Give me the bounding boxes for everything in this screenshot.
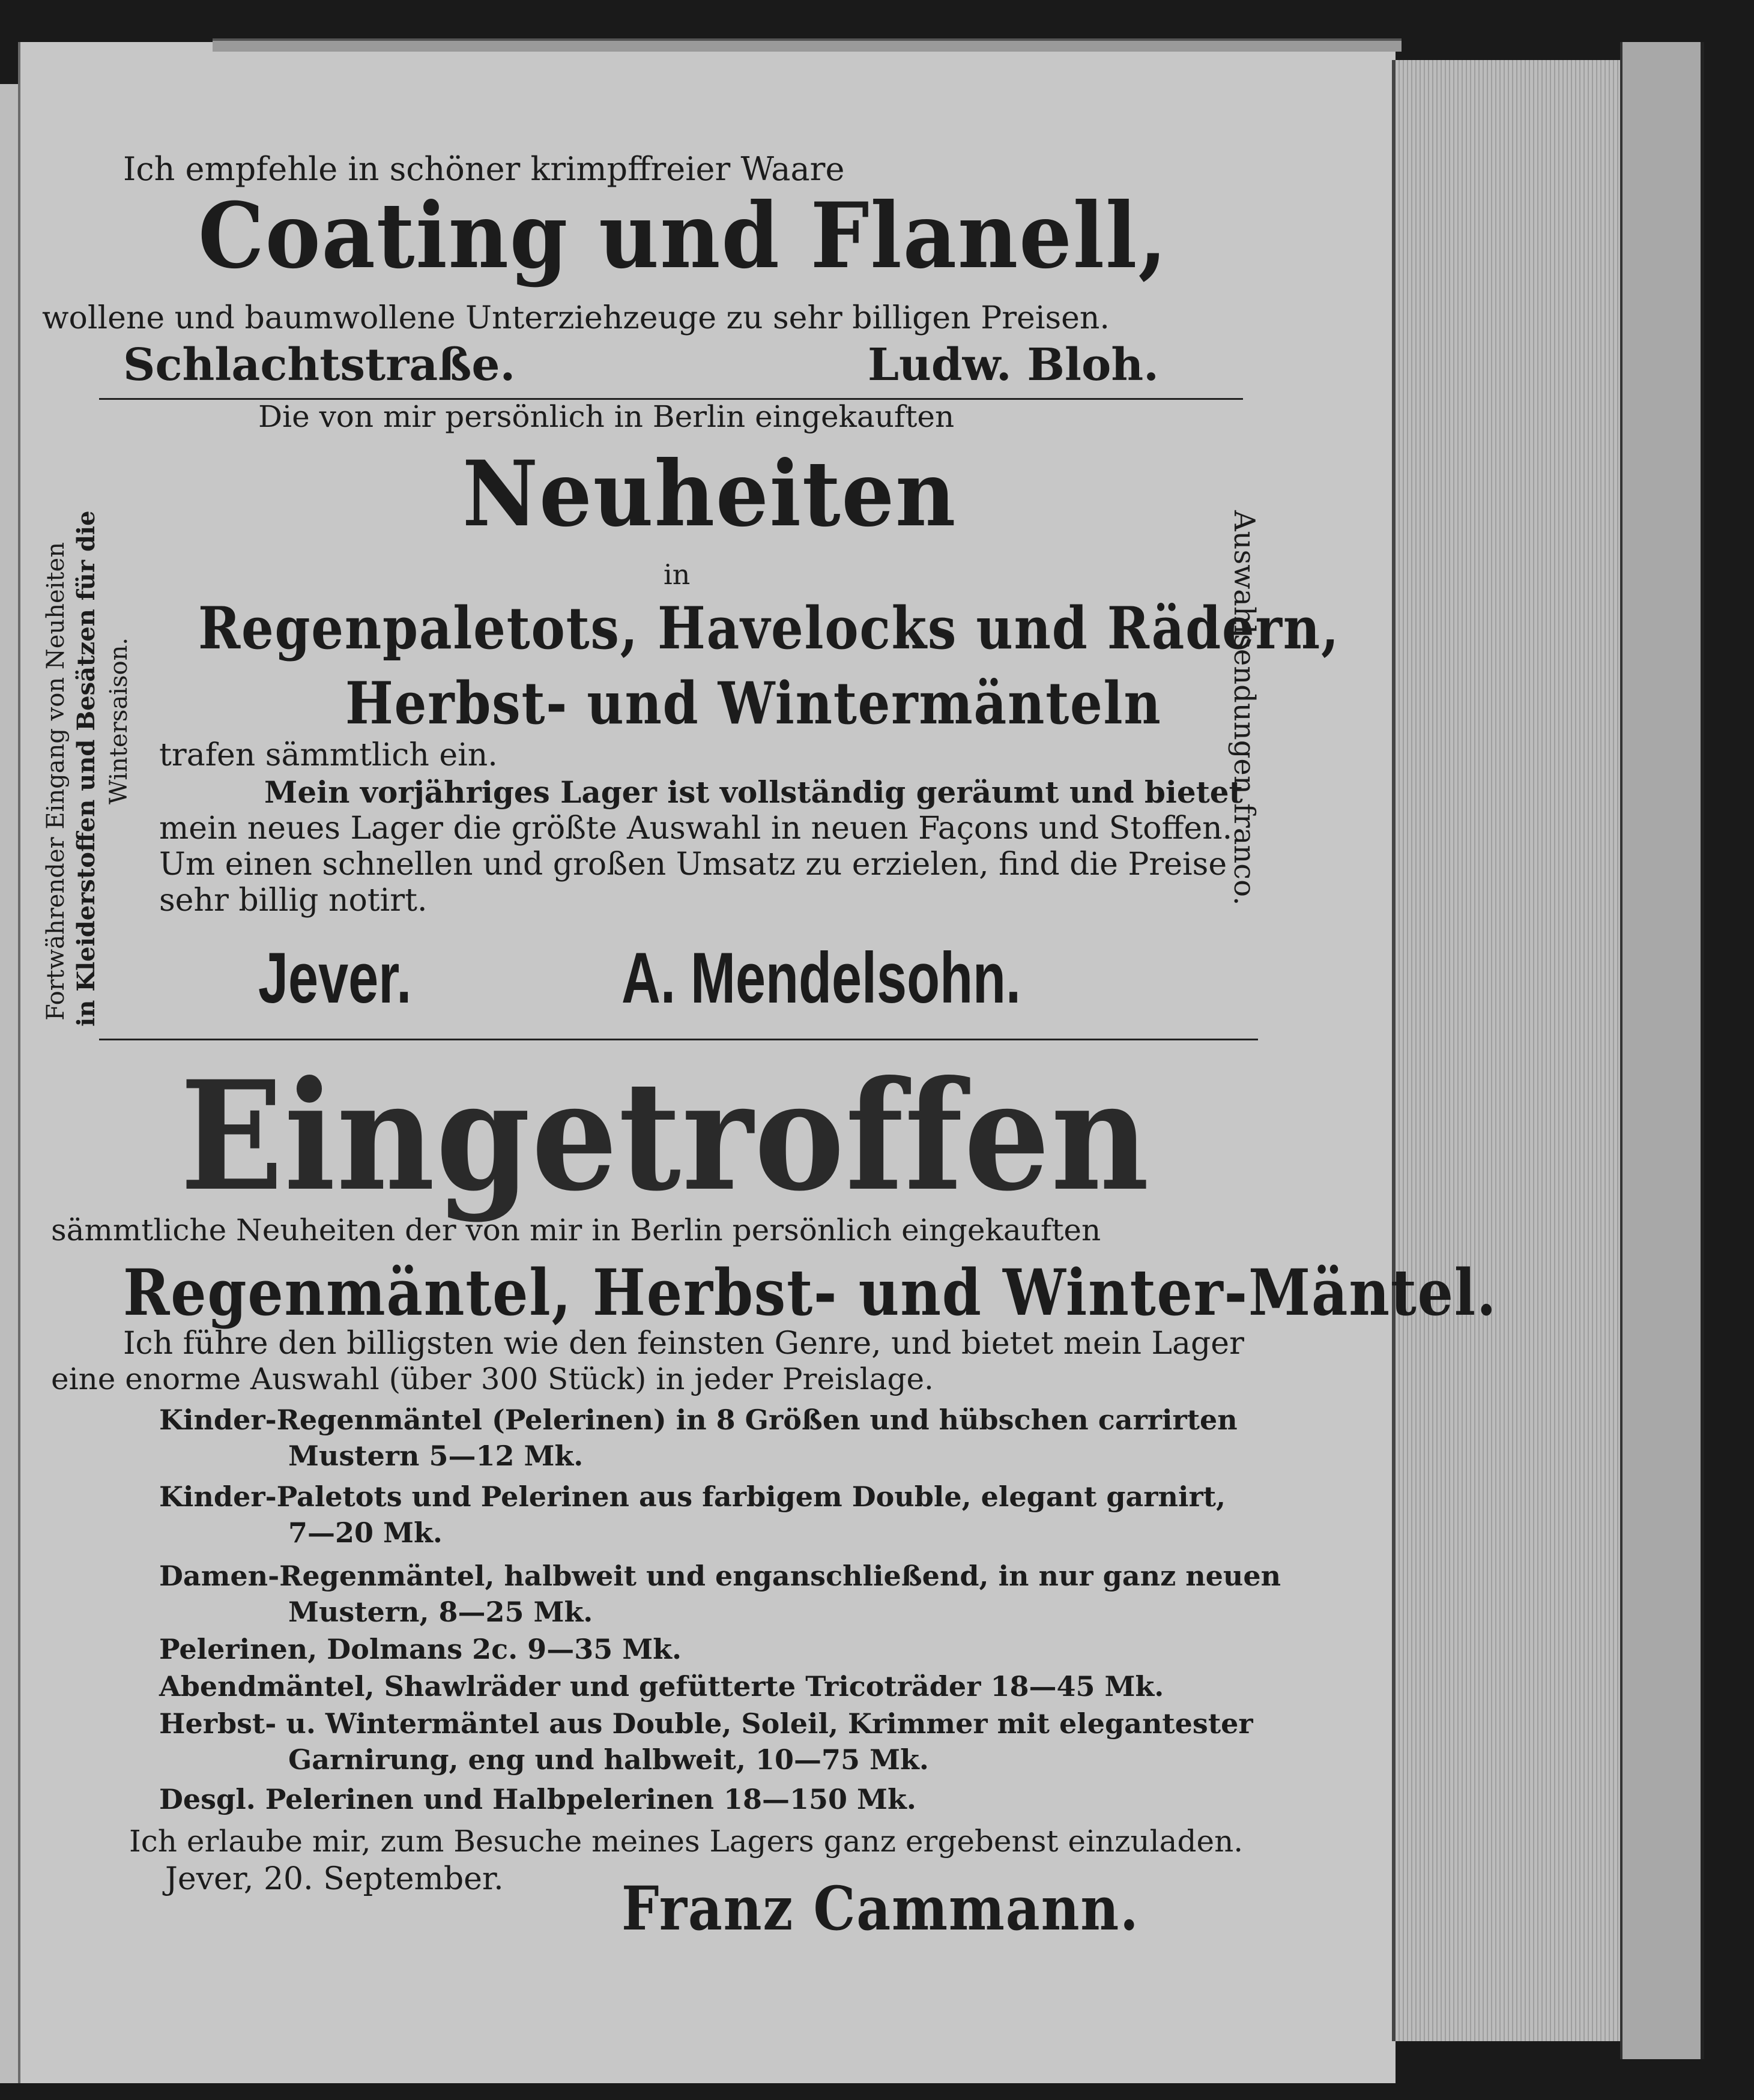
- ad2-body3: Um einen schnellen und großen Umsatz zu erzielen, find die Preise: [159, 846, 1227, 883]
- ad1-intro: Ich empfehle in schöner krimpffreier Waare: [123, 150, 845, 188]
- ad2-side-left-3: Wintersaison.: [105, 637, 133, 804]
- ad2-intro: Die von mir persönlich in Berlin eingekauften: [258, 399, 955, 434]
- ad2-in: in: [664, 558, 691, 591]
- ad3-item7: Desgl. Pelerinen und Halbpelerinen 18—150 Mk.: [159, 1783, 916, 1815]
- ad3-item6b: Garnirung, eng und halbweit, 10—75 Mk.: [288, 1743, 929, 1776]
- ad2-place: Jever.: [258, 938, 412, 1018]
- ad3-item2b: 7—20 Mk.: [288, 1516, 443, 1549]
- ad3-dateline: Jever, 20. September.: [165, 1861, 504, 1897]
- ad3-item4: Pelerinen, Dolmans 2c. 9—35 Mk.: [159, 1633, 682, 1665]
- ad3-body2: eine enorme Auswahl (über 300 Stück) in jeder Preislage.: [51, 1362, 934, 1396]
- ad3-item3b: Mustern, 8—25 Mk.: [288, 1596, 593, 1628]
- ad3-closing: Ich erlaube mir, zum Besuche meines Lagers ganz ergebenst einzuladen.: [129, 1824, 1244, 1859]
- ad2-side-left-2: in Kleiderstoffen und Besätzen für die: [72, 510, 100, 1027]
- ad3-item1a: Kinder-Regenmäntel (Pelerinen) in 8 Größen und hübschen carrirten: [159, 1404, 1238, 1436]
- ad3-item2a: Kinder-Paletots und Pelerinen aus farbigem Double, elegant garnirt,: [159, 1480, 1226, 1513]
- ad2-body4: sehr billig notirt.: [159, 883, 428, 919]
- ad2-side-left-1: Fortwährender Eingang von Neuheiten: [42, 542, 70, 1021]
- ad3-item6a: Herbst- u. Wintermäntel aus Double, Soleil, Krimmer mit elegantester: [159, 1707, 1253, 1740]
- ad2-line2: Herbst- und Wintermänteln: [345, 669, 1162, 737]
- ad3-item5: Abendmäntel, Shawlräder und gefütterte Tricoträder 18—45 Mk.: [159, 1670, 1164, 1703]
- ad1-merchant: Ludw. Bloh.: [868, 339, 1159, 391]
- ad3-line1: Regenmäntel, Herbst- und Winter-Mäntel.: [123, 1255, 1498, 1330]
- ad3-headline: Eingetroffen: [180, 1048, 1151, 1224]
- ad2-body1: Mein vorjähriges Lager ist vollständig geräumt und bietet: [264, 774, 1243, 810]
- ad3-item1b: Mustern 5—12 Mk.: [288, 1440, 584, 1472]
- ad1-subline: wollene und baumwollene Unterziehzeuge zu sehr billigen Preisen.: [42, 300, 1110, 336]
- ad3-item3a: Damen-Regenmäntel, halbweit und enganschließend, in nur ganz neuen: [159, 1560, 1281, 1592]
- ad3-merchant: Franz Cammann.: [621, 1873, 1140, 1944]
- ad1-street: Schlachtstraße.: [123, 339, 516, 391]
- divider-2: [99, 1039, 1258, 1040]
- ad1-headline: Coating und Flanell,: [198, 183, 1169, 289]
- ad2-line1: Regenpaletots, Havelocks und Rädern,: [198, 594, 1340, 662]
- ad2-merchant: A. Mendelsohn.: [621, 938, 1021, 1018]
- ad2-side-right: Auswahlsendungen franco.: [1227, 510, 1261, 906]
- ad3-body1: Ich führe den billigsten wie den feinsten Genre, und bietet mein Lager: [123, 1326, 1244, 1362]
- ad2-line3: trafen sämmtlich ein.: [159, 737, 498, 773]
- ad3-intro: sämmtliche Neuheiten der von mir in Berlin persönlich eingekauften: [51, 1213, 1101, 1248]
- ad2-headline: Neuheiten: [462, 441, 957, 547]
- ad2-body2: mein neues Lager die größte Auswahl in neuen Façons und Stoffen.: [159, 810, 1233, 846]
